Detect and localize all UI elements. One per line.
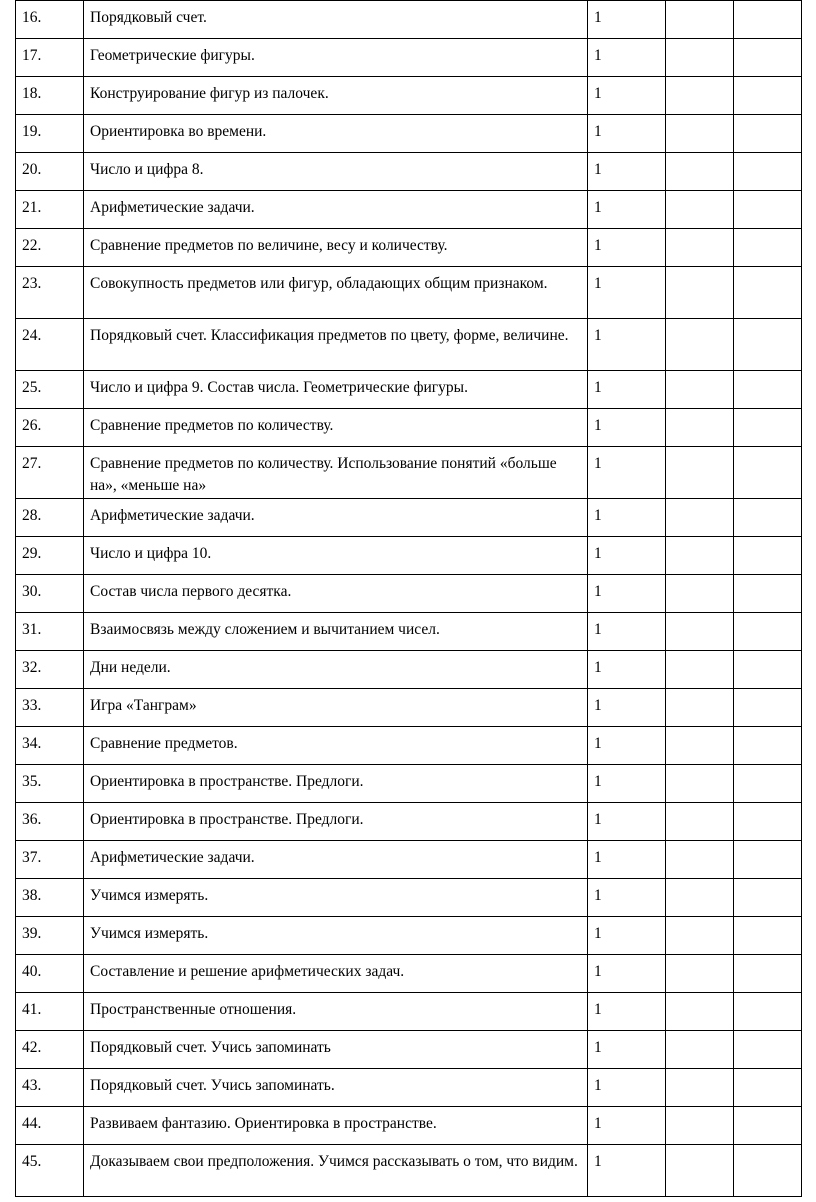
table-row — [16, 447, 802, 499]
date-plan-cell — [666, 499, 734, 537]
date-fact-cell — [734, 841, 802, 879]
lesson-topic-cell: Совокупность предметов или фигур, обладающих общим признаком. — [84, 267, 588, 319]
lesson-number-cell: 16. — [16, 1, 84, 39]
lesson-number-cell: 31. — [16, 613, 84, 651]
table-row — [16, 115, 802, 153]
lesson-number-cell: 32. — [16, 651, 84, 689]
table-row — [16, 689, 802, 727]
lesson-plan-body — [16, 1, 802, 1197]
date-plan-cell — [666, 575, 734, 613]
lesson-number-cell: 24. — [16, 319, 84, 371]
table-row — [16, 955, 802, 993]
date-fact-cell — [734, 229, 802, 267]
date-fact-cell — [734, 1, 802, 39]
date-fact-cell — [734, 115, 802, 153]
lesson-number-cell: 30. — [16, 575, 84, 613]
lesson-number-cell: 42. — [16, 1031, 84, 1069]
table-row — [16, 1069, 802, 1107]
table-row — [16, 39, 802, 77]
date-plan-cell — [666, 537, 734, 575]
lesson-topic-cell: Порядковый счет. Классификация предметов по цвету, форме, величине. — [84, 319, 588, 371]
lesson-number-cell: 19. — [16, 115, 84, 153]
date-plan-cell — [666, 803, 734, 841]
lesson-hours-cell: 1 — [588, 613, 666, 651]
lesson-hours-cell: 1 — [588, 917, 666, 955]
lesson-hours-cell: 1 — [588, 39, 666, 77]
lesson-topic-cell: Порядковый счет. Учись запоминать — [84, 1031, 588, 1069]
table-row — [16, 191, 802, 229]
lesson-topic-cell: Сравнение предметов по величине, весу и количеству. — [84, 229, 588, 267]
lesson-number-cell: 20. — [16, 153, 84, 191]
date-fact-cell — [734, 267, 802, 319]
lesson-number-cell: 35. — [16, 765, 84, 803]
lesson-topic-cell: Ориентировка во времени. — [84, 115, 588, 153]
lesson-hours-cell: 1 — [588, 803, 666, 841]
date-fact-cell — [734, 765, 802, 803]
date-fact-cell — [734, 39, 802, 77]
table-row — [16, 537, 802, 575]
table-row — [16, 765, 802, 803]
date-fact-cell — [734, 319, 802, 371]
table-row — [16, 803, 802, 841]
date-plan-cell — [666, 841, 734, 879]
date-fact-cell — [734, 447, 802, 499]
date-fact-cell — [734, 1145, 802, 1197]
date-fact-cell — [734, 1107, 802, 1145]
lesson-hours-cell: 1 — [588, 765, 666, 803]
date-fact-cell — [734, 371, 802, 409]
lesson-number-cell: 33. — [16, 689, 84, 727]
lesson-topic-cell: Развиваем фантазию. Ориентировка в пространстве. — [84, 1107, 588, 1145]
lesson-hours-cell: 1 — [588, 727, 666, 765]
table-row — [16, 841, 802, 879]
date-plan-cell — [666, 115, 734, 153]
date-plan-cell — [666, 77, 734, 115]
date-plan-cell — [666, 371, 734, 409]
lesson-topic-cell: Арифметические задачи. — [84, 499, 588, 537]
lesson-hours-cell: 1 — [588, 115, 666, 153]
lesson-number-cell: 44. — [16, 1107, 84, 1145]
lesson-topic-cell: Ориентировка в пространстве. Предлоги. — [84, 765, 588, 803]
lesson-number-cell: 34. — [16, 727, 84, 765]
table-row — [16, 409, 802, 447]
lesson-hours-cell: 1 — [588, 267, 666, 319]
date-plan-cell — [666, 191, 734, 229]
lesson-topic-cell: Учимся измерять. — [84, 879, 588, 917]
date-fact-cell — [734, 77, 802, 115]
lesson-hours-cell: 1 — [588, 409, 666, 447]
lesson-hours-cell: 1 — [588, 229, 666, 267]
date-plan-cell — [666, 229, 734, 267]
lesson-number-cell: 25. — [16, 371, 84, 409]
lesson-topic-cell: Ориентировка в пространстве. Предлоги. — [84, 803, 588, 841]
date-plan-cell — [666, 447, 734, 499]
lesson-topic-cell: Число и цифра 9. Состав числа. Геометрические фигуры. — [84, 371, 588, 409]
lesson-hours-cell: 1 — [588, 153, 666, 191]
lesson-topic-cell: Пространственные отношения. — [84, 993, 588, 1031]
table-row — [16, 267, 802, 319]
lesson-number-cell: 43. — [16, 1069, 84, 1107]
date-fact-cell — [734, 727, 802, 765]
date-plan-cell — [666, 1107, 734, 1145]
date-plan-cell — [666, 727, 734, 765]
lesson-hours-cell: 1 — [588, 499, 666, 537]
lesson-number-cell: 39. — [16, 917, 84, 955]
date-fact-cell — [734, 993, 802, 1031]
table-row — [16, 575, 802, 613]
date-fact-cell — [734, 499, 802, 537]
lesson-topic-cell: Порядковый счет. Учись запоминать. — [84, 1069, 588, 1107]
date-plan-cell — [666, 153, 734, 191]
table-row — [16, 879, 802, 917]
lesson-topic-cell: Арифметические задачи. — [84, 841, 588, 879]
lesson-number-cell: 36. — [16, 803, 84, 841]
lesson-number-cell: 18. — [16, 77, 84, 115]
lesson-hours-cell: 1 — [588, 1145, 666, 1197]
table-row — [16, 917, 802, 955]
lesson-topic-cell: Взаимосвязь между сложением и вычитанием чисел. — [84, 613, 588, 651]
lesson-hours-cell: 1 — [588, 191, 666, 229]
table-row — [16, 1145, 802, 1197]
date-plan-cell — [666, 879, 734, 917]
lesson-number-cell: 41. — [16, 993, 84, 1031]
table-row — [16, 153, 802, 191]
lesson-topic-cell: Учимся измерять. — [84, 917, 588, 955]
lesson-topic-cell: Арифметические задачи. — [84, 191, 588, 229]
lesson-number-cell: 17. — [16, 39, 84, 77]
lesson-number-cell: 21. — [16, 191, 84, 229]
lesson-topic-cell: Число и цифра 10. — [84, 537, 588, 575]
lesson-topic-cell: Порядковый счет. — [84, 1, 588, 39]
date-fact-cell — [734, 613, 802, 651]
date-plan-cell — [666, 689, 734, 727]
table-row — [16, 499, 802, 537]
lesson-number-cell: 23. — [16, 267, 84, 319]
date-plan-cell — [666, 955, 734, 993]
lesson-number-cell: 38. — [16, 879, 84, 917]
lesson-topic-cell: Геометрические фигуры. — [84, 39, 588, 77]
lesson-topic-cell: Доказываем свои предположения. Учимся рассказывать о том, что видим. — [84, 1145, 588, 1197]
lesson-number-cell: 22. — [16, 229, 84, 267]
date-plan-cell — [666, 1069, 734, 1107]
lesson-hours-cell: 1 — [588, 689, 666, 727]
lesson-plan-table — [15, 0, 802, 1197]
date-plan-cell — [666, 1, 734, 39]
table-row — [16, 77, 802, 115]
date-fact-cell — [734, 191, 802, 229]
lesson-number-cell: 37. — [16, 841, 84, 879]
lesson-topic-cell: Конструирование фигур из палочек. — [84, 77, 588, 115]
date-fact-cell — [734, 1069, 802, 1107]
date-plan-cell — [666, 1145, 734, 1197]
date-plan-cell — [666, 765, 734, 803]
date-fact-cell — [734, 651, 802, 689]
date-plan-cell — [666, 651, 734, 689]
lesson-hours-cell: 1 — [588, 575, 666, 613]
lesson-hours-cell: 1 — [588, 1031, 666, 1069]
date-fact-cell — [734, 409, 802, 447]
lesson-hours-cell: 1 — [588, 319, 666, 371]
date-fact-cell — [734, 689, 802, 727]
lesson-hours-cell: 1 — [588, 1, 666, 39]
date-plan-cell — [666, 319, 734, 371]
table-row — [16, 993, 802, 1031]
date-fact-cell — [734, 537, 802, 575]
table-row — [16, 613, 802, 651]
date-fact-cell — [734, 955, 802, 993]
lesson-number-cell: 27. — [16, 447, 84, 499]
date-plan-cell — [666, 1031, 734, 1069]
lesson-topic-cell: Состав числа первого десятка. — [84, 575, 588, 613]
lesson-hours-cell: 1 — [588, 447, 666, 499]
lesson-topic-cell: Сравнение предметов по количеству. — [84, 409, 588, 447]
lesson-hours-cell: 1 — [588, 1069, 666, 1107]
lesson-number-cell: 40. — [16, 955, 84, 993]
date-plan-cell — [666, 917, 734, 955]
lesson-topic-cell: Составление и решение арифметических задач. — [84, 955, 588, 993]
lesson-topic-cell: Дни недели. — [84, 651, 588, 689]
date-plan-cell — [666, 39, 734, 77]
table-row — [16, 651, 802, 689]
lesson-number-cell: 45. — [16, 1145, 84, 1197]
date-fact-cell — [734, 917, 802, 955]
lesson-hours-cell: 1 — [588, 993, 666, 1031]
lesson-number-cell: 28. — [16, 499, 84, 537]
lesson-hours-cell: 1 — [588, 841, 666, 879]
table-row — [16, 1, 802, 39]
table-row — [16, 229, 802, 267]
table-row — [16, 727, 802, 765]
table-row — [16, 371, 802, 409]
date-plan-cell — [666, 409, 734, 447]
date-fact-cell — [734, 575, 802, 613]
date-plan-cell — [666, 613, 734, 651]
lesson-hours-cell: 1 — [588, 651, 666, 689]
lesson-topic-cell: Сравнение предметов по количеству. Использование понятий «больше на», «меньше на» — [84, 447, 588, 499]
lesson-hours-cell: 1 — [588, 537, 666, 575]
lesson-number-cell: 26. — [16, 409, 84, 447]
date-fact-cell — [734, 879, 802, 917]
table-row — [16, 319, 802, 371]
lesson-hours-cell: 1 — [588, 955, 666, 993]
date-plan-cell — [666, 993, 734, 1031]
lesson-hours-cell: 1 — [588, 1107, 666, 1145]
date-fact-cell — [734, 1031, 802, 1069]
lesson-hours-cell: 1 — [588, 371, 666, 409]
date-fact-cell — [734, 153, 802, 191]
lesson-topic-cell: Число и цифра 8. — [84, 153, 588, 191]
date-fact-cell — [734, 803, 802, 841]
lesson-number-cell: 29. — [16, 537, 84, 575]
lesson-hours-cell: 1 — [588, 879, 666, 917]
table-row — [16, 1031, 802, 1069]
lesson-hours-cell: 1 — [588, 77, 666, 115]
lesson-topic-cell: Игра «Танграм» — [84, 689, 588, 727]
date-plan-cell — [666, 267, 734, 319]
lesson-topic-cell: Сравнение предметов. — [84, 727, 588, 765]
table-row — [16, 1107, 802, 1145]
